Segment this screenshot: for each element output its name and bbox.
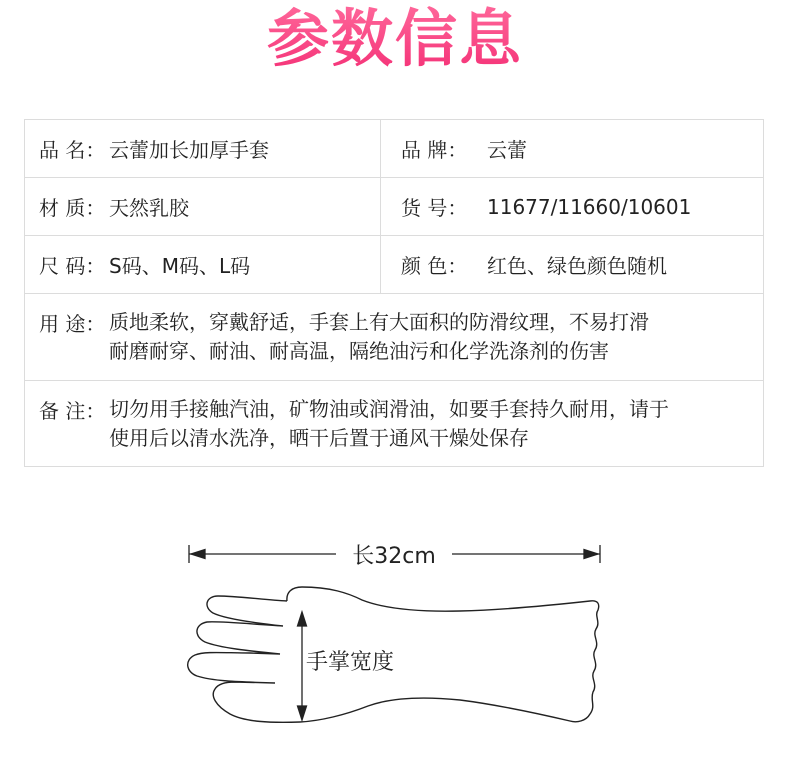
spec-cell-size: [25, 236, 381, 293]
spec-row-size-color: [25, 236, 763, 294]
note-label: 备 注：: [39, 399, 106, 423]
spec-row-note: [25, 381, 763, 467]
brand-value: 云蕾: [487, 138, 527, 162]
sku-label: 货 号：: [401, 196, 468, 220]
usage-label: 用 途：: [39, 312, 106, 336]
note-text: [109, 381, 669, 453]
spec-table: [24, 119, 764, 467]
spec-cell-brand: [381, 120, 763, 177]
brand-label: 品 牌：: [401, 138, 468, 162]
glove-diagram: [0, 520, 790, 763]
spec-cell-material: [25, 178, 381, 235]
size-label: 尺 码：: [39, 254, 106, 278]
material-label: 材 质：: [39, 196, 106, 220]
name-label: 品 名：: [39, 138, 106, 162]
spec-cell-note: [25, 381, 763, 467]
length-label: 长32cm: [336, 539, 452, 570]
name-value: 云蕾加长加厚手套: [109, 138, 269, 162]
sku-value: 11677/11660/10601: [487, 194, 692, 219]
color-value: 红色、绿色颜色随机: [487, 254, 667, 278]
usage-text: [109, 294, 649, 366]
spec-row-material-sku: [25, 178, 763, 236]
note-line-1: 切勿用手接触汽油，矿物油或润滑油，如要手套持久耐用，请于: [109, 397, 669, 421]
spec-cell-sku: [381, 178, 763, 235]
palm-width-label: 手掌宽度: [306, 650, 395, 675]
spec-cell-usage: [25, 294, 763, 380]
usage-line-2: 耐磨耐穿、耐油、耐高温，隔绝油污和化学洗涤剂的伤害: [109, 339, 609, 363]
usage-line-1: 质地柔软，穿戴舒适，手套上有大面积的防滑纹理，不易打滑: [109, 310, 649, 334]
spec-cell-color: [381, 236, 763, 293]
spec-row-usage: [25, 294, 763, 381]
spec-cell-name: [25, 120, 381, 177]
spec-row-name-brand: [25, 120, 763, 178]
page-title: 参数信息: [0, 0, 790, 90]
note-line-2: 使用后以清水洗净，晒干后置于通风干燥处保存: [109, 426, 529, 450]
color-label: 颜 色：: [401, 254, 468, 278]
size-value: S码、M码、L码: [109, 254, 251, 278]
material-value: 天然乳胶: [109, 196, 189, 220]
